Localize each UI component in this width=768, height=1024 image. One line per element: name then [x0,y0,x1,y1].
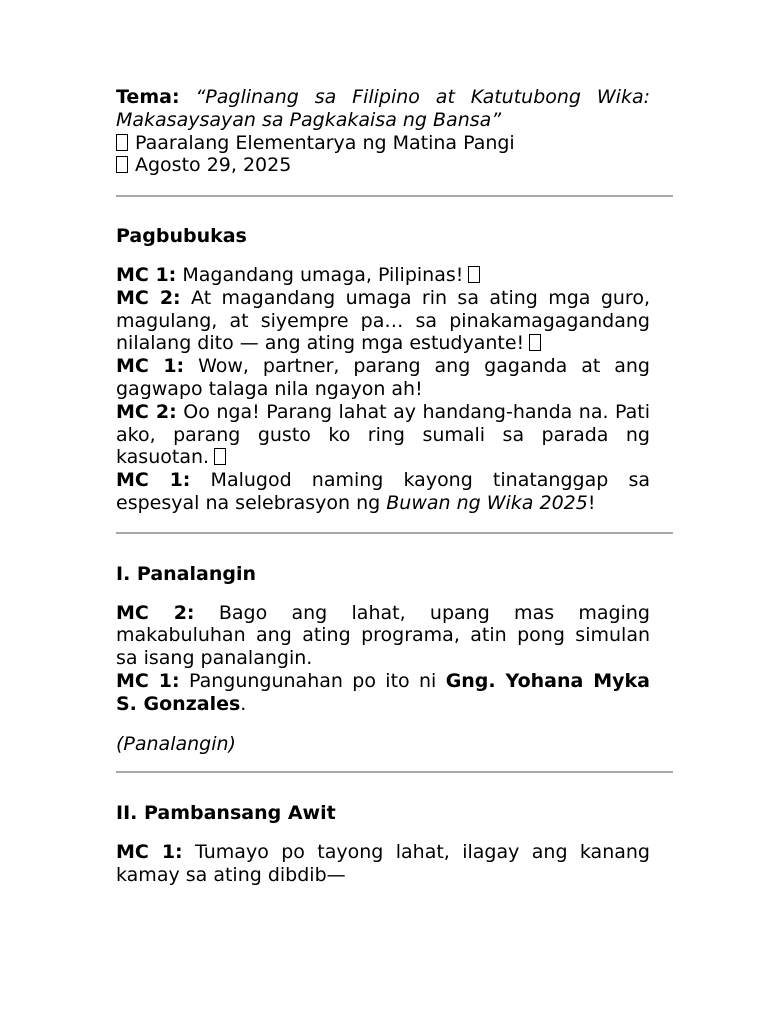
dialogue-text: Wow, partner, parang ang gaganda at ang gagwapo talaga nila ngayon ah! [116,355,650,400]
section-title-panalangin: I. Panalangin [116,562,256,585]
event-date: Agosto 29, 2025 [135,154,292,177]
speaker-label: MC 1: [116,355,185,378]
theme-line [116,86,650,132]
calendar-icon [116,156,128,173]
leader-name: Gng. Yohana Myka S. Gonzales [116,669,650,715]
section-title-awit: II. Pambansang Awit [116,802,336,825]
dialogue-line [116,469,650,515]
dialogue-text: Malugod naming kayong tinatanggap sa espesyal na selebrasyon ng [116,469,650,514]
section-pagbubukas [116,264,650,515]
dialogue-text: Magandang umaga, Pilipinas! [182,263,464,286]
section-divider [116,532,673,534]
dialogue-text-end: . [240,692,247,715]
section-title-pagbubukas: Pagbubukas [116,225,247,248]
document-content [116,86,650,887]
speaker-label: MC 1: [116,669,180,692]
dialogue-line [116,670,650,716]
speaker-label: MC 1: [116,841,183,864]
emoji-icon [468,266,480,283]
dialogue-text: At magandang umaga rin sa ating mga guro, magulang, at siyempre pa… sa pinakamagagandang nilalang dito — ang ating mga estudyante! [116,286,650,355]
speaker-label: MC 2: [116,400,177,423]
school-name: Paaralang Elementarya ng Matina Pangi [135,131,515,154]
theme-label: Tema: [116,86,180,108]
section-awit [116,841,650,887]
dialogue-line [116,401,650,469]
dialogue-text: Oo nga! Parang lahat ay handang-handa na. Pati ako, parang gusto ko ring sumali sa parada ng kasuotan. [116,400,650,469]
dialogue-line [116,264,650,287]
event-name: Buwan ng Wika 2025 [386,491,588,514]
dialogue-text: Bago ang lahat, upang mas maging makabuluhan ang ating programa, atin pong simulan sa isang panalangin. [116,601,650,670]
program-header [116,86,650,177]
emoji-icon [529,334,541,351]
dialogue-line [116,841,650,887]
date-line [116,154,650,177]
dialogue-text: Pangungunahan po ito ni [188,669,437,692]
stage-note [116,733,650,756]
dialogue-line [116,355,650,401]
dialogue-text: Tumayo po tayong lahat, ilagay ang kanang kamay sa ating dibdib— [116,841,650,886]
section-panalangin [116,602,650,756]
speaker-label: MC 2: [116,601,195,624]
emoji-icon [214,448,226,465]
dialogue-line [116,287,650,355]
school-line [116,132,650,155]
stage-note-text: (Panalangin) [116,732,236,755]
dialogue-line [116,602,650,670]
theme-text: “Paglinang sa Filipino at Katutubong Wika: Makasaysayan sa Pagkakaisa ng Bansa” [116,86,650,131]
school-icon [116,134,128,151]
section-divider [116,195,673,197]
speaker-label: MC 1: [116,263,177,286]
dialogue-text-end: ! [587,491,596,514]
speaker-label: MC 2: [116,286,181,309]
speaker-label: MC 1: [116,469,191,492]
section-divider [116,771,673,773]
